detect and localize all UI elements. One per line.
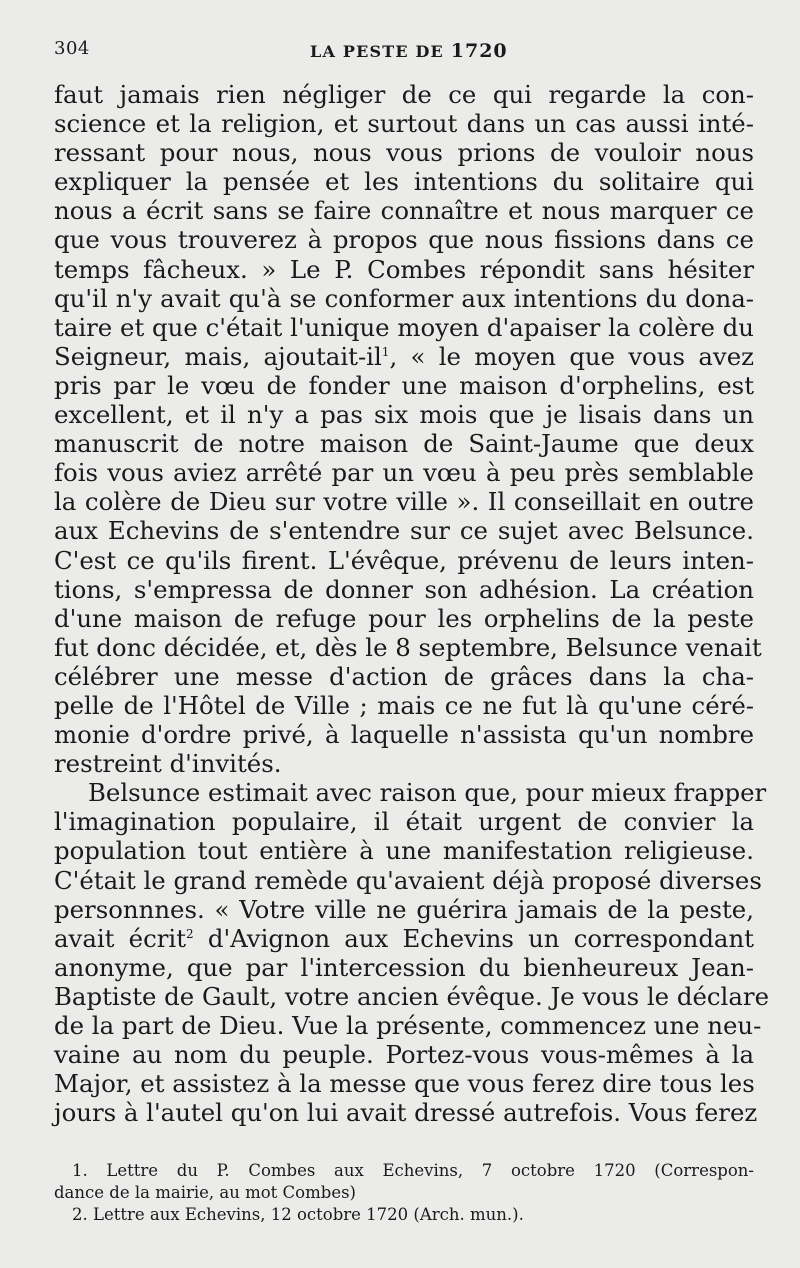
text-line: expliquer la pensée et les intentions du solitaire qui (54, 167, 754, 197)
text-line: taire et que c'était l'unique moyen d'apaiser la colère du (54, 312, 754, 342)
text-line: fut donc décidée, et, dès le 8 septembre, Belsunce venait (54, 632, 762, 662)
page-number: 304 (54, 38, 90, 59)
footnote-2: 2. Lettre aux Echevins, 12 octobre 1720 (Arch. mun.). (72, 1205, 524, 1224)
footnote-1-line-1: 1. Lettre du P. Combes aux Echevins, 7 octobre 1720 (Correspon- (72, 1161, 754, 1180)
line-start: Seigneur, mais, ajoutait-il (54, 341, 382, 371)
page-header (54, 38, 752, 66)
footnote-1-line-2: dance de la mairie, au mot Combes) (54, 1183, 356, 1202)
text-line: vaine au nom du peuple. Portez-vous vous-mêmes à la (54, 1040, 754, 1070)
text-line: que vous trouverez à propos que nous fissions dans ce (54, 225, 754, 255)
text-line: C'était le grand remède qu'avaient déjà proposé diverses (54, 865, 762, 895)
text-line: personnnes. « Votre ville ne guérira jamais de la peste, (54, 894, 754, 924)
text-line: la colère de Dieu sur votre ville ». Il conseillait en outre (54, 487, 754, 517)
text-line: célébrer une messe d'action de grâces dans la cha- (54, 661, 754, 691)
text-line: excellent, et il n'y a pas six mois que je lisais dans un (54, 400, 754, 430)
text-line: tions, s'empressa de donner son adhésion. La création (54, 574, 754, 604)
text-line: qu'il n'y avait qu'à se conformer aux intentions du dona- (54, 283, 754, 313)
text-line: temps fâcheux. » Le P. Combes répondit sans hésiter (54, 254, 754, 284)
text-line: anonyme, que par l'intercession du bienheureux Jean- (54, 952, 754, 982)
text-line: faut jamais rien négliger de ce qui regarde la con- (54, 80, 754, 109)
text-line: ressant pour nous, nous vous prions de vouloir nous (54, 138, 754, 168)
text-line: Major, et assistez à la messe que vous ferez dire tous les (54, 1069, 755, 1099)
text-line: aux Echevins de s'entendre sur ce sujet avec Belsunce. (54, 516, 754, 546)
text-line: pelle de l'Hôtel de Ville ; mais ce ne fut là qu'une céré- (54, 690, 754, 720)
line-end: , « le moyen que vous avez (389, 341, 754, 371)
text-line: population tout entière à une manifestation religieuse. (54, 836, 754, 866)
text-line: fois vous aviez arrêté par un vœu à peu près semblable (54, 458, 754, 488)
footnotes (54, 1160, 754, 1226)
body-text (54, 80, 769, 1128)
running-title (310, 40, 508, 62)
footnote-ref-2: 2 (186, 926, 194, 941)
text-line: science et la religion, et surtout dans un cas aussi inté- (54, 109, 754, 139)
text-line: de la part de Dieu. Vue la présente, commencez une neu- (54, 1011, 762, 1040)
text-line-paragraph-start: Belsunce estimait avec raison que, pour mieux frapper (88, 778, 767, 808)
text-line: d'une maison de refuge pour les orphelins de la peste (54, 603, 754, 633)
text-line: jours à l'autel qu'on lui avait dressé autrefois. Vous ferez (54, 1098, 758, 1128)
text-line-with-footnote-ref (54, 924, 754, 953)
running-title-text: LA PESTE DE (310, 42, 444, 61)
text-line-paragraph-end: restreint d'invités. (54, 749, 282, 779)
text-line: l'imagination populaire, il était urgent de convier la (54, 807, 754, 837)
line-end: d'Avignon aux Echevins un correspondant (193, 923, 754, 953)
text-line: pris par le vœu de fonder une maison d'orphelins, est (54, 370, 754, 400)
footnote-ref-1: 1 (381, 344, 390, 359)
running-title-year: 1720 (450, 40, 508, 62)
text-line: monie d'ordre privé, à laquelle n'assista qu'un nombre (54, 720, 754, 750)
text-line-with-footnote-ref (54, 342, 754, 371)
text-line: nous a écrit sans se faire connaître et nous marquer ce (54, 196, 754, 226)
text-line: C'est ce qu'ils firent. L'évêque, prévenu de leurs inten- (54, 545, 754, 575)
text-line: manuscrit de notre maison de Saint-Jaume que deux (54, 429, 754, 459)
text-line: Baptiste de Gault, votre ancien évêque. Je vous le déclare (54, 981, 769, 1011)
line-start: avait écrit (54, 923, 187, 953)
